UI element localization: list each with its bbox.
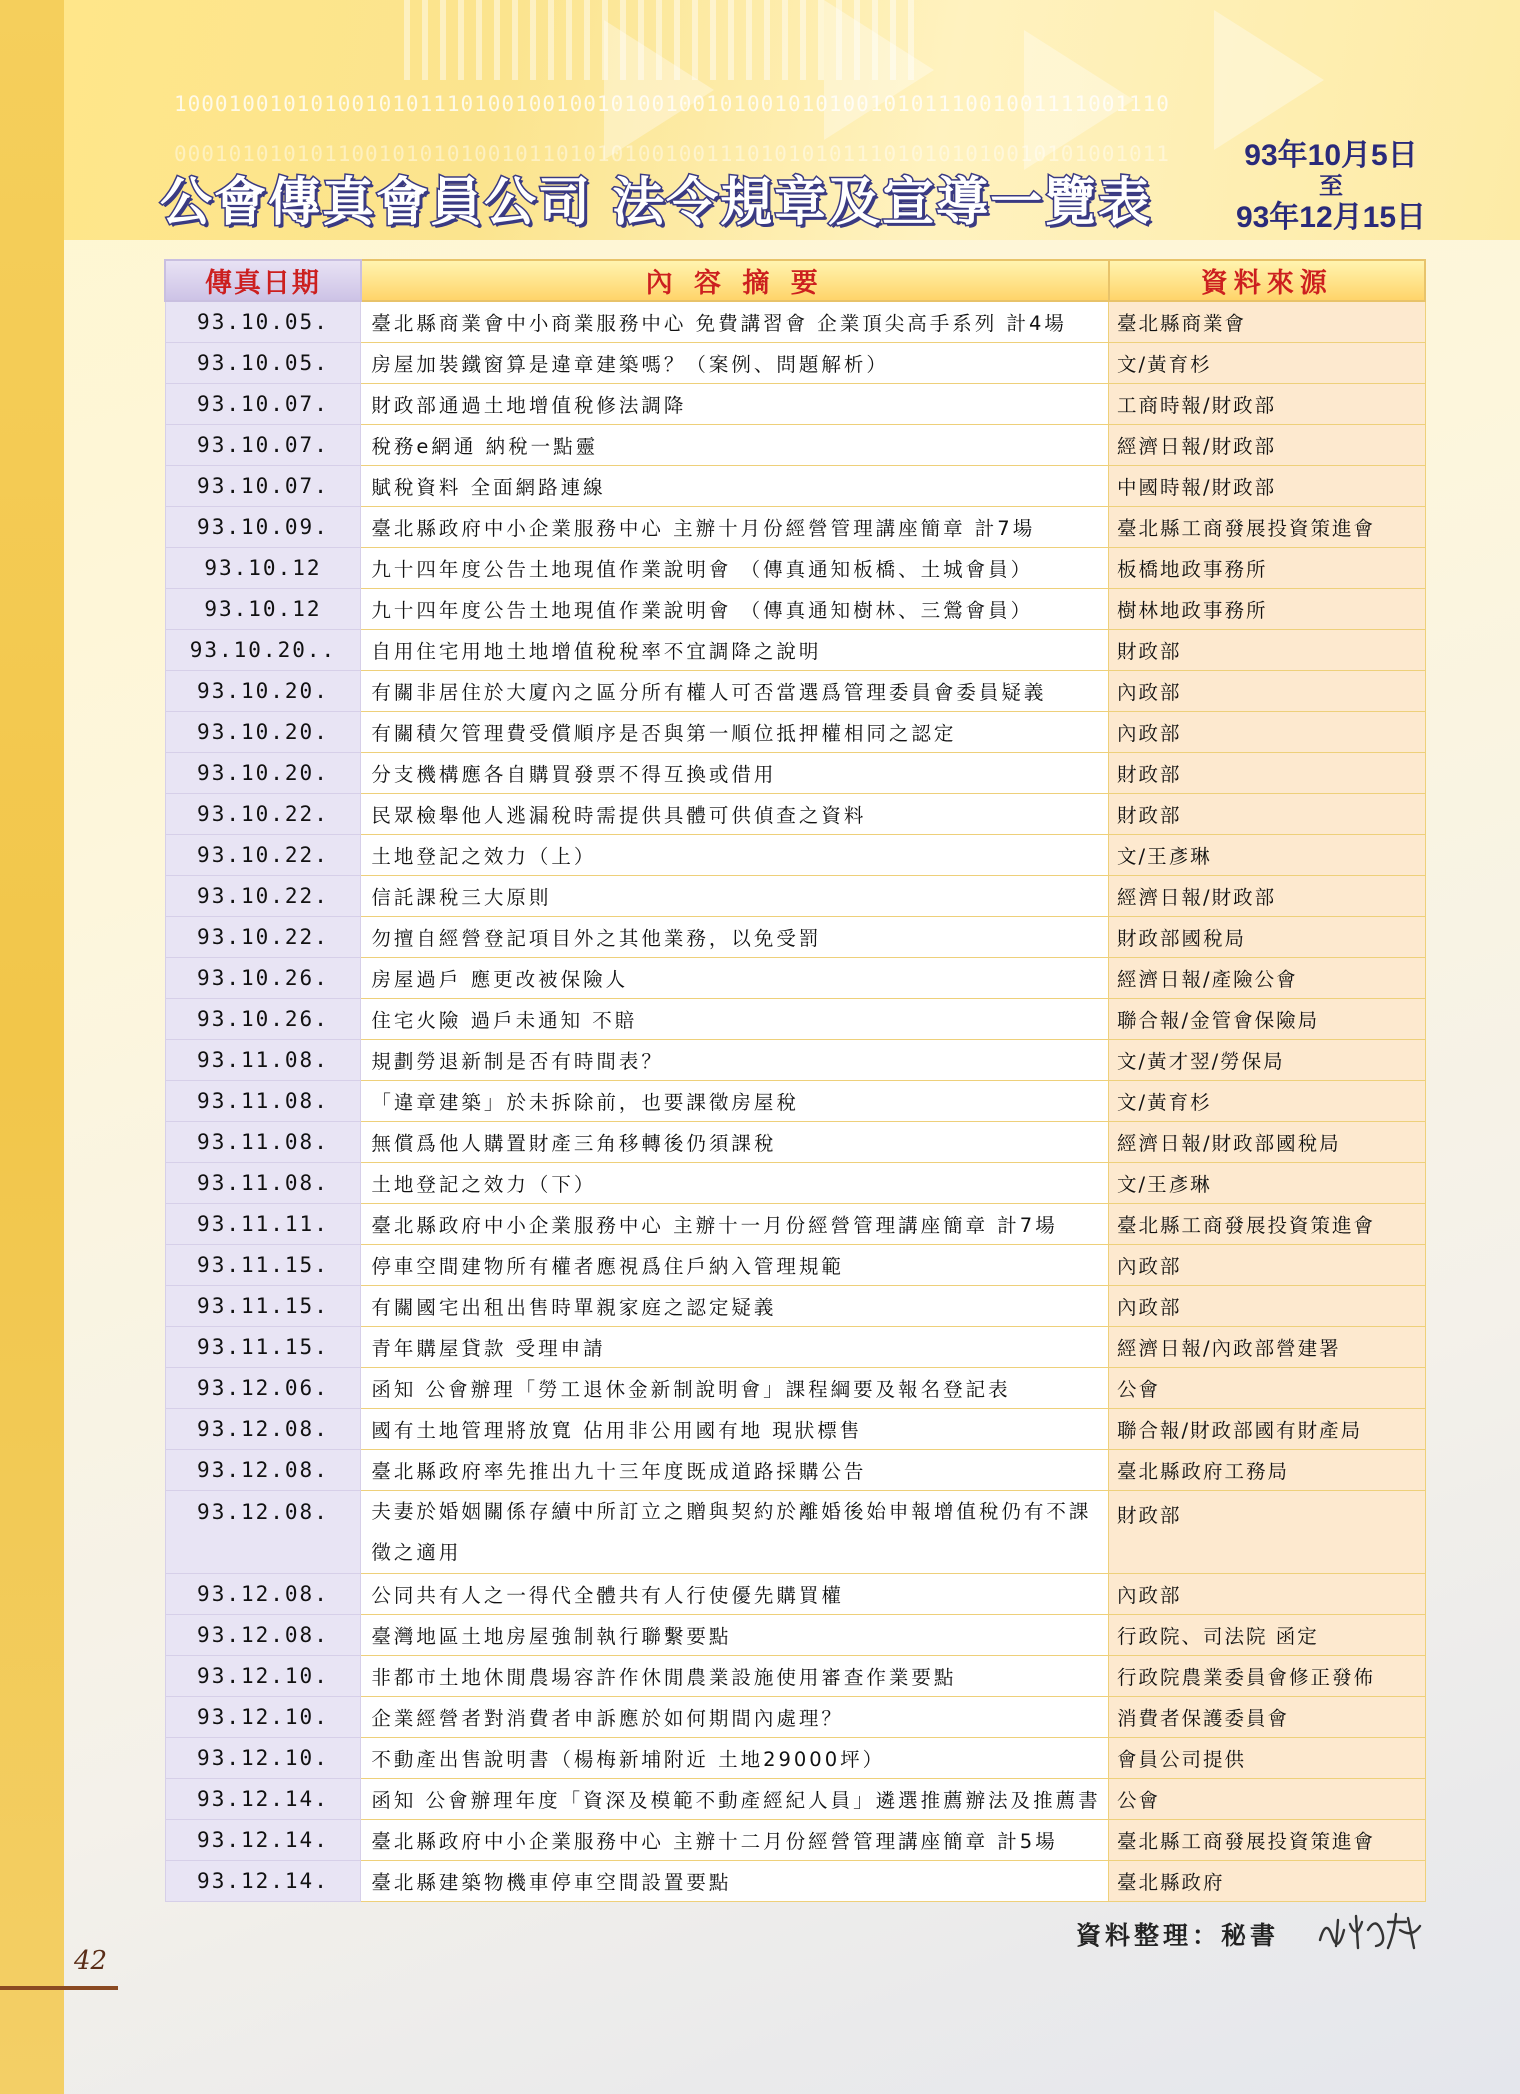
row-content: 函知 公會辦理年度「資深及模範不動產經紀人員」遴選推薦辦法及推薦書 xyxy=(361,1778,1109,1819)
row-content: 九十四年度公告土地現值作業說明會 （傳真通知板橋、土城會員） xyxy=(361,547,1109,588)
row-date: 93.12.14. xyxy=(165,1819,361,1860)
table-row xyxy=(165,506,1425,547)
row-date: 93.10.05. xyxy=(165,342,361,383)
row-date: 93.10.20.. xyxy=(165,629,361,670)
row-source: 財政部 xyxy=(1109,752,1425,793)
table-row xyxy=(165,670,1425,711)
row-content: 停車空間建物所有權者應視爲住戶納入管理規範 xyxy=(361,1244,1109,1285)
table-row xyxy=(165,834,1425,875)
row-content: 企業經營者對消費者申訴應於如何期間內處理？ xyxy=(361,1696,1109,1737)
row-content: 無償爲他人購置財產三角移轉後仍須課稅 xyxy=(361,1121,1109,1162)
row-date: 93.11.08. xyxy=(165,1039,361,1080)
row-source: 內政部 xyxy=(1109,1573,1425,1614)
table-body xyxy=(165,301,1425,1901)
table-row xyxy=(165,588,1425,629)
row-content: 公同共有人之一得代全體共有人行使優先購買權 xyxy=(361,1573,1109,1614)
row-content: 有關非居住於大廈內之區分所有權人可否當選爲管理委員會委員疑義 xyxy=(361,670,1109,711)
row-date: 93.11.15. xyxy=(165,1285,361,1326)
row-date: 93.10.05. xyxy=(165,301,361,342)
row-date: 93.11.08. xyxy=(165,1080,361,1121)
date-period xyxy=(1222,138,1440,236)
row-date: 93.10.20. xyxy=(165,670,361,711)
row-source: 臺北縣政府工務局 xyxy=(1109,1449,1425,1490)
row-date: 93.10.07. xyxy=(165,465,361,506)
row-source: 聯合報/金管會保險局 xyxy=(1109,998,1425,1039)
table-row xyxy=(165,916,1425,957)
table-row xyxy=(165,424,1425,465)
row-content: 財政部通過土地增值稅修法調降 xyxy=(361,383,1109,424)
row-date: 93.10.09. xyxy=(165,506,361,547)
row-date: 93.12.08. xyxy=(165,1408,361,1449)
row-content: 自用住宅用地土地增值稅稅率不宜調降之說明 xyxy=(361,629,1109,670)
table-row xyxy=(165,1696,1425,1737)
row-content: 房屋過戶 應更改被保險人 xyxy=(361,957,1109,998)
row-date: 93.12.14. xyxy=(165,1860,361,1901)
row-source: 樹林地政事務所 xyxy=(1109,588,1425,629)
row-source: 公會 xyxy=(1109,1367,1425,1408)
row-content: 信託課稅三大原則 xyxy=(361,875,1109,916)
table-row xyxy=(165,301,1425,342)
row-date: 93.12.10. xyxy=(165,1737,361,1778)
row-content: 有關國宅出租出售時單親家庭之認定疑義 xyxy=(361,1285,1109,1326)
table-row xyxy=(165,629,1425,670)
table-row xyxy=(165,1737,1425,1778)
row-content: 土地登記之效力（下） xyxy=(361,1162,1109,1203)
row-content: 住宅火險 過戶未通知 不賠 xyxy=(361,998,1109,1039)
period-end: 93年12月15日 xyxy=(1235,201,1427,234)
chevron-decoration-icon xyxy=(824,0,934,140)
table-row xyxy=(165,383,1425,424)
row-source: 內政部 xyxy=(1109,711,1425,752)
row-source: 公會 xyxy=(1109,1778,1425,1819)
row-content: 臺北縣商業會中小商業服務中心 免費講習會 企業頂尖高手系列 計4場 xyxy=(361,301,1109,342)
table-row xyxy=(165,1490,1425,1573)
row-content: 分支機構應各自購買發票不得互換或借用 xyxy=(361,752,1109,793)
table-row xyxy=(165,1778,1425,1819)
row-date: 93.12.08. xyxy=(165,1490,361,1573)
row-content: 臺北縣政府中小企業服務中心 主辦十二月份經營管理講座簡章 計5場 xyxy=(361,1819,1109,1860)
row-source: 財政部 xyxy=(1109,629,1425,670)
header-content: 內 容 摘 要 xyxy=(361,260,1109,301)
table-row xyxy=(165,1203,1425,1244)
row-date: 93.11.15. xyxy=(165,1326,361,1367)
table-row xyxy=(165,1573,1425,1614)
row-date: 93.12.06. xyxy=(165,1367,361,1408)
table-row xyxy=(165,1860,1425,1901)
row-source: 內政部 xyxy=(1109,1244,1425,1285)
row-date: 93.12.08. xyxy=(165,1573,361,1614)
row-content: 國有土地管理將放寬 佔用非公用國有地 現狀標售 xyxy=(361,1408,1109,1449)
table-row xyxy=(165,1819,1425,1860)
row-source: 文/黃育杉 xyxy=(1109,342,1425,383)
row-source: 工商時報/財政部 xyxy=(1109,383,1425,424)
row-date: 93.12.10. xyxy=(165,1696,361,1737)
row-content: 非都市土地休閒農場容許作休閒農業設施使用審查作業要點 xyxy=(361,1655,1109,1696)
row-source: 財政部 xyxy=(1109,1490,1425,1573)
row-date: 93.11.15. xyxy=(165,1244,361,1285)
row-content: 規劃勞退新制是否有時間表？ xyxy=(361,1039,1109,1080)
row-source: 文/黃才翌/勞保局 xyxy=(1109,1039,1425,1080)
row-date: 93.10.12 xyxy=(165,547,361,588)
chevron-decoration-icon xyxy=(604,20,714,160)
row-content: 臺灣地區土地房屋強制執行聯繫要點 xyxy=(361,1614,1109,1655)
header-source: 資料來源 xyxy=(1109,260,1425,301)
table-row xyxy=(165,875,1425,916)
row-source: 消費者保護委員會 xyxy=(1109,1696,1425,1737)
period-to: 至 xyxy=(1319,173,1343,200)
row-content: 臺北縣政府中小企業服務中心 主辦十月份經營管理講座簡章 計7場 xyxy=(361,506,1109,547)
row-source: 行政院、司法院 函定 xyxy=(1109,1614,1425,1655)
regulations-table xyxy=(164,259,1426,1902)
binary-text-decoration: 0001010101011001010101001011010101001001110101010111010101010010101001011 xyxy=(174,142,1170,166)
row-source: 臺北縣工商發展投資策進會 xyxy=(1109,1819,1425,1860)
row-date: 93.10.22. xyxy=(165,834,361,875)
row-source: 文/王彥琳 xyxy=(1109,834,1425,875)
row-source: 經濟日報/內政部營建署 xyxy=(1109,1326,1425,1367)
chevron-decoration-icon xyxy=(1214,10,1324,150)
row-source: 經濟日報/財政部國稅局 xyxy=(1109,1121,1425,1162)
row-content: 房屋加裝鐵窗算是違章建築嗎？（案例、問題解析） xyxy=(361,342,1109,383)
table-row xyxy=(165,1121,1425,1162)
row-source: 臺北縣工商發展投資策進會 xyxy=(1109,506,1425,547)
row-date: 93.10.12 xyxy=(165,588,361,629)
row-source: 財政部 xyxy=(1109,793,1425,834)
row-source: 會員公司提供 xyxy=(1109,1737,1425,1778)
row-content: 有關積欠管理費受償順序是否與第一順位抵押權相同之認定 xyxy=(361,711,1109,752)
row-date: 93.10.26. xyxy=(165,957,361,998)
row-date: 93.10.26. xyxy=(165,998,361,1039)
row-content: 稅務e網通 納稅一點靈 xyxy=(361,424,1109,465)
row-content: 夫妻於婚姻關係存續中所訂立之贈與契約於離婚後始申報增值稅仍有不課徵之適用 xyxy=(361,1490,1109,1573)
row-content: 賦稅資料 全面網路連線 xyxy=(361,465,1109,506)
table-row xyxy=(165,998,1425,1039)
row-date: 93.10.07. xyxy=(165,424,361,465)
row-content: 函知 公會辦理「勞工退休金新制說明會」課程綱要及報名登記表 xyxy=(361,1367,1109,1408)
row-date: 93.12.10. xyxy=(165,1655,361,1696)
table-row xyxy=(165,957,1425,998)
row-source: 文/黃育杉 xyxy=(1109,1080,1425,1121)
row-date: 93.10.22. xyxy=(165,916,361,957)
table-row xyxy=(165,1285,1425,1326)
row-content: 「違章建築」於未拆除前，也要課徵房屋稅 xyxy=(361,1080,1109,1121)
table-row xyxy=(165,793,1425,834)
row-content: 民眾檢舉他人逃漏稅時需提供具體可供偵查之資料 xyxy=(361,793,1109,834)
row-source: 內政部 xyxy=(1109,1285,1425,1326)
row-source: 經濟日報/財政部 xyxy=(1109,424,1425,465)
page-number: 42 xyxy=(74,1946,108,1976)
row-content: 臺北縣政府中小企業服務中心 主辦十一月份經營管理講座簡章 計7場 xyxy=(361,1203,1109,1244)
table-row xyxy=(165,752,1425,793)
table-row xyxy=(165,1080,1425,1121)
table-row xyxy=(165,1244,1425,1285)
row-source: 行政院農業委員會修正發佈 xyxy=(1109,1655,1425,1696)
table-row xyxy=(165,1449,1425,1490)
page-title: 公會傳真會員公司 法令規章及宣導一覽表 xyxy=(160,173,1153,233)
header-date: 傳真日期 xyxy=(165,260,361,301)
row-source: 中國時報/財政部 xyxy=(1109,465,1425,506)
row-content: 勿擅自經營登記項目外之其他業務，以免受罰 xyxy=(361,916,1109,957)
row-content: 九十四年度公告土地現值作業說明會 （傳真通知樹林、三鶯會員） xyxy=(361,588,1109,629)
table-row xyxy=(165,1039,1425,1080)
left-decorative-strip xyxy=(0,0,64,2094)
table-row xyxy=(165,1408,1425,1449)
row-content: 臺北縣政府率先推出九十三年度既成道路採購公告 xyxy=(361,1449,1109,1490)
row-date: 93.12.08. xyxy=(165,1614,361,1655)
row-source: 臺北縣政府 xyxy=(1109,1860,1425,1901)
row-date: 93.11.11. xyxy=(165,1203,361,1244)
row-source: 文/王彥琳 xyxy=(1109,1162,1425,1203)
table-row xyxy=(165,1326,1425,1367)
row-date: 93.10.20. xyxy=(165,752,361,793)
period-start: 93年10月5日 xyxy=(1244,139,1418,172)
credit-line: 資料整理：秘書 xyxy=(1076,1921,1280,1950)
row-date: 93.10.22. xyxy=(165,875,361,916)
row-content: 臺北縣建築物機車停車空間設置要點 xyxy=(361,1860,1109,1901)
row-content: 不動產出售說明書（楊梅新埔附近 土地29000坪） xyxy=(361,1737,1109,1778)
table-header-row xyxy=(165,260,1425,301)
row-source: 板橋地政事務所 xyxy=(1109,547,1425,588)
row-source: 臺北縣工商發展投資策進會 xyxy=(1109,1203,1425,1244)
row-date: 93.10.22. xyxy=(165,793,361,834)
row-date: 93.11.08. xyxy=(165,1162,361,1203)
table-row xyxy=(165,711,1425,752)
row-source: 聯合報/財政部國有財產局 xyxy=(1109,1408,1425,1449)
table-row xyxy=(165,1614,1425,1655)
row-content: 土地登記之效力（上） xyxy=(361,834,1109,875)
row-source: 臺北縣商業會 xyxy=(1109,301,1425,342)
row-date: 93.12.08. xyxy=(165,1449,361,1490)
row-source: 財政部國稅局 xyxy=(1109,916,1425,957)
binary-text-decoration: 1000100101010010101110100100100101001001010010101001010111001001111001110 xyxy=(174,92,1170,116)
table-row xyxy=(165,1367,1425,1408)
row-source: 內政部 xyxy=(1109,670,1425,711)
table-row xyxy=(165,1162,1425,1203)
table-row xyxy=(165,342,1425,383)
row-source: 經濟日報/產險公會 xyxy=(1109,957,1425,998)
row-content: 青年購屋貸款 受理申請 xyxy=(361,1326,1109,1367)
row-date: 93.10.07. xyxy=(165,383,361,424)
table-row xyxy=(165,1655,1425,1696)
table-row xyxy=(165,547,1425,588)
row-date: 93.11.08. xyxy=(165,1121,361,1162)
row-date: 93.10.20. xyxy=(165,711,361,752)
row-source: 經濟日報/財政部 xyxy=(1109,875,1425,916)
table-row xyxy=(165,465,1425,506)
page-number-rule xyxy=(0,1986,118,1990)
signature-handwriting xyxy=(1316,1910,1426,1954)
row-date: 93.12.14. xyxy=(165,1778,361,1819)
